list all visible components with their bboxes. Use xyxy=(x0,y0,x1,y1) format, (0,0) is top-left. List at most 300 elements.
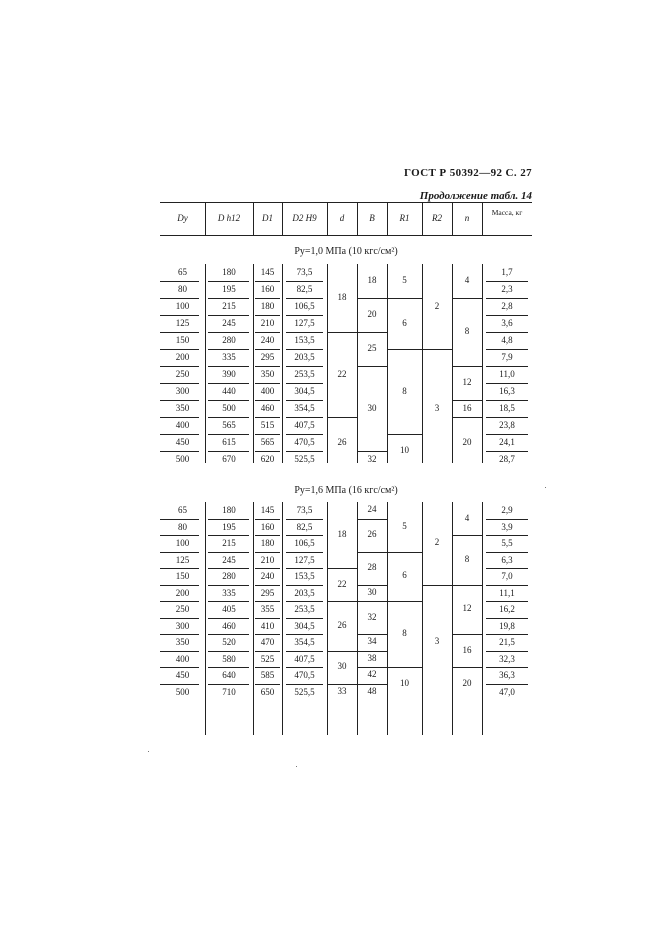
table-top-rule xyxy=(160,202,532,203)
table-cell-mass: 36,3 xyxy=(499,670,515,680)
table-cell: 400 xyxy=(175,653,190,664)
group-rule xyxy=(357,366,387,367)
group-rule xyxy=(327,601,357,602)
row-rule xyxy=(286,634,323,635)
row-rule xyxy=(208,667,249,668)
table-cell: 250 xyxy=(175,369,190,379)
grouped-cell-d: 26 xyxy=(337,619,347,630)
row-rule xyxy=(286,568,323,569)
group-rule xyxy=(327,651,357,652)
grouped-cell-r2: 3 xyxy=(434,402,440,413)
row-rule xyxy=(486,552,528,553)
row-rule xyxy=(255,332,280,333)
column-rule xyxy=(422,502,423,735)
row-rule xyxy=(255,618,280,619)
row-rule xyxy=(255,383,280,384)
row-rule xyxy=(286,298,323,299)
column-rule xyxy=(452,502,453,735)
table-continuation-label: Продолжение табл. 14 xyxy=(419,190,532,202)
row-rule xyxy=(208,684,249,685)
table-cell: 73,5 xyxy=(296,505,313,515)
row-rule xyxy=(255,535,280,536)
table-cell: 350 xyxy=(260,369,275,379)
scan-speck xyxy=(296,766,297,767)
column-header-dy: Dу xyxy=(177,213,188,223)
group-rule xyxy=(452,400,482,401)
grouped-cell-r1: 5 xyxy=(402,520,407,531)
table-cell: 525,5 xyxy=(294,454,315,464)
table-cell: 210 xyxy=(260,318,275,328)
table-cell-mass: 21,5 xyxy=(499,637,515,647)
column-header-mass: Масса, кг xyxy=(491,208,523,217)
table-cell-mass: 11,1 xyxy=(499,587,515,598)
table-cell-mass: 16,2 xyxy=(499,604,515,614)
row-rule xyxy=(286,585,323,586)
table-cell: 253,5 xyxy=(294,369,315,379)
table-cell: 300 xyxy=(175,386,190,396)
table-cell-mass: 16,3 xyxy=(499,386,515,396)
table-cell: 160 xyxy=(260,284,275,294)
group-rule xyxy=(422,585,452,586)
row-rule xyxy=(208,519,249,520)
row-rule xyxy=(486,618,528,619)
table-cell: 245 xyxy=(222,554,236,565)
table-cell: 145 xyxy=(260,267,275,277)
column-rule xyxy=(452,264,453,463)
section-title: Pу=1,0 МПа (10 кгс/см²) xyxy=(294,246,398,257)
row-rule xyxy=(486,585,528,586)
group-rule xyxy=(357,451,387,452)
row-rule xyxy=(160,634,199,635)
row-rule xyxy=(160,552,199,553)
table-cell: 100 xyxy=(175,301,190,311)
table-cell: 73,5 xyxy=(296,267,313,277)
group-rule xyxy=(452,667,482,668)
group-rule xyxy=(327,417,357,418)
row-rule xyxy=(255,684,280,685)
row-rule xyxy=(160,349,199,350)
row-rule xyxy=(208,535,249,536)
row-rule xyxy=(208,332,249,333)
group-rule xyxy=(387,667,422,668)
row-rule xyxy=(486,281,528,282)
row-rule xyxy=(486,366,528,367)
row-rule xyxy=(486,634,528,635)
row-rule xyxy=(160,434,199,435)
table-cell: 500 xyxy=(175,454,190,464)
table-cell: 350 xyxy=(175,637,190,647)
table-cell-mass: 7,9 xyxy=(501,352,513,362)
grouped-cell-n: 20 xyxy=(462,436,472,447)
table-cell: 195 xyxy=(222,284,236,294)
row-rule xyxy=(208,281,249,282)
table-cell: 710 xyxy=(222,686,236,697)
table-cell: 65 xyxy=(178,267,187,277)
table-cell: 280 xyxy=(222,571,236,581)
table-cell: 450 xyxy=(175,437,190,447)
grouped-cell-r1: 10 xyxy=(400,445,409,455)
row-rule xyxy=(160,535,199,536)
table-cell: 440 xyxy=(222,386,236,396)
column-header-r2: R2 xyxy=(432,213,442,223)
row-rule xyxy=(208,618,249,619)
grouped-cell-b: 42 xyxy=(367,669,377,680)
column-rule xyxy=(387,502,388,735)
table-cell-mass: 19,8 xyxy=(499,620,515,631)
grouped-cell-n: 12 xyxy=(462,377,472,387)
row-rule xyxy=(255,601,280,602)
grouped-cell-r1: 6 xyxy=(402,317,407,328)
table-cell: 250 xyxy=(175,604,190,614)
column-rule xyxy=(482,264,483,463)
table-cell: 125 xyxy=(175,554,190,565)
row-rule xyxy=(208,451,249,452)
table-cell: 127,5 xyxy=(294,554,315,565)
group-rule xyxy=(422,349,452,350)
row-rule xyxy=(208,400,249,401)
table-cell: 304,5 xyxy=(294,620,315,631)
row-rule xyxy=(286,601,323,602)
row-rule xyxy=(486,400,528,401)
group-rule xyxy=(387,349,422,350)
column-rule xyxy=(253,502,254,735)
grouped-cell-d: 22 xyxy=(337,368,347,379)
row-rule xyxy=(208,315,249,316)
column-rule xyxy=(253,264,254,463)
table-head-rule xyxy=(160,235,532,236)
group-rule xyxy=(452,366,482,367)
row-rule xyxy=(160,383,199,384)
table-cell: 565 xyxy=(222,420,236,430)
column-rule xyxy=(482,202,483,235)
table-cell: 65 xyxy=(178,505,187,515)
table-cell-mass: 32,3 xyxy=(499,653,515,664)
grouped-cell-n: 8 xyxy=(464,553,470,564)
column-rule xyxy=(205,264,206,463)
row-rule xyxy=(255,519,280,520)
row-rule xyxy=(286,349,323,350)
table-cell: 240 xyxy=(260,571,275,581)
table-cell: 82,5 xyxy=(296,284,313,294)
table-cell: 515 xyxy=(260,420,275,430)
table-cell: 460 xyxy=(222,620,236,631)
table-cell-mass: 2,9 xyxy=(501,505,513,515)
row-rule xyxy=(486,349,528,350)
table-cell: 80 xyxy=(178,284,187,294)
row-rule xyxy=(286,451,323,452)
grouped-cell-n: 20 xyxy=(462,677,472,688)
table-cell: 390 xyxy=(222,369,236,379)
row-rule xyxy=(486,535,528,536)
group-rule xyxy=(357,684,387,685)
table-cell-mass: 2,8 xyxy=(501,301,513,311)
table-cell-mass: 3,6 xyxy=(501,318,513,328)
grouped-cell-b: 32 xyxy=(367,453,377,464)
row-rule xyxy=(255,417,280,418)
row-rule xyxy=(486,451,528,452)
grouped-cell-r2: 2 xyxy=(434,300,440,311)
row-rule xyxy=(160,568,199,569)
table-cell: 405 xyxy=(222,604,236,614)
row-rule xyxy=(255,552,280,553)
table-cell: 410 xyxy=(260,620,275,631)
table-cell: 620 xyxy=(260,454,275,464)
row-rule xyxy=(160,519,199,520)
grouped-cell-d: 30 xyxy=(337,661,347,671)
table-cell: 354,5 xyxy=(294,403,315,413)
group-rule xyxy=(327,684,357,685)
group-rule xyxy=(357,585,387,586)
table-cell: 180 xyxy=(260,301,275,311)
table-cell-mass: 7,0 xyxy=(501,571,513,581)
table-cell: 670 xyxy=(222,454,236,464)
table-cell: 82,5 xyxy=(296,521,313,532)
group-rule xyxy=(387,434,422,435)
row-rule xyxy=(486,684,528,685)
table-cell: 470,5 xyxy=(294,437,315,447)
row-rule xyxy=(286,281,323,282)
group-rule xyxy=(357,667,387,668)
group-rule xyxy=(357,519,387,520)
grouped-cell-b: 26 xyxy=(367,529,377,539)
row-rule xyxy=(286,618,323,619)
table-cell: 106,5 xyxy=(294,538,315,548)
grouped-cell-r1: 5 xyxy=(402,275,407,285)
page-header: ГОСТ Р 50392—92 С. 27 xyxy=(403,167,532,179)
row-rule xyxy=(160,684,199,685)
group-rule xyxy=(327,332,357,333)
table-cell: 500 xyxy=(222,403,236,413)
section-title: Pу=1,6 МПа (16 кгс/см²) xyxy=(294,485,398,496)
table-cell: 180 xyxy=(260,538,275,548)
grouped-cell-b: 25 xyxy=(367,343,377,353)
row-rule xyxy=(286,552,323,553)
table-cell: 304,5 xyxy=(294,386,315,396)
table-cell-mass: 4,8 xyxy=(501,335,513,345)
column-rule xyxy=(482,502,483,735)
table-cell: 180 xyxy=(222,267,236,277)
grouped-cell-n: 8 xyxy=(464,326,470,336)
grouped-cell-b: 48 xyxy=(367,685,377,696)
group-rule xyxy=(357,332,387,333)
grouped-cell-b: 30 xyxy=(367,586,377,597)
table-cell: 470,5 xyxy=(294,670,315,680)
table-cell: 150 xyxy=(175,335,190,345)
group-rule xyxy=(357,552,387,553)
row-rule xyxy=(486,667,528,668)
table-cell: 295 xyxy=(260,352,275,362)
row-rule xyxy=(486,519,528,520)
column-header-d1: D1 xyxy=(262,213,273,223)
table-cell: 500 xyxy=(175,686,190,697)
table-cell: 520 xyxy=(222,637,236,647)
table-cell: 125 xyxy=(175,318,190,328)
row-rule xyxy=(160,400,199,401)
row-rule xyxy=(486,434,528,435)
table-cell: 153,5 xyxy=(294,571,315,581)
row-rule xyxy=(255,451,280,452)
table-cell: 215 xyxy=(222,301,236,311)
row-rule xyxy=(160,451,199,452)
row-rule xyxy=(160,332,199,333)
grouped-cell-d: 33 xyxy=(337,685,347,696)
row-rule xyxy=(160,366,199,367)
grouped-cell-n: 4 xyxy=(464,512,470,523)
table-cell-mass: 2,3 xyxy=(501,284,513,294)
grouped-cell-n: 16 xyxy=(462,644,472,655)
grouped-cell-b: 30 xyxy=(367,402,377,413)
row-rule xyxy=(255,667,280,668)
table-cell: 407,5 xyxy=(294,420,315,430)
group-rule xyxy=(452,298,482,299)
group-rule xyxy=(452,417,482,418)
grouped-cell-b: 24 xyxy=(367,504,377,515)
grouped-cell-d: 26 xyxy=(337,436,347,447)
row-rule xyxy=(160,667,199,668)
row-rule xyxy=(486,417,528,418)
grouped-cell-b: 20 xyxy=(367,309,377,319)
row-rule xyxy=(160,618,199,619)
table-cell: 160 xyxy=(260,521,275,532)
group-rule xyxy=(357,601,387,602)
column-rule xyxy=(357,264,358,463)
table-cell: 354,5 xyxy=(294,637,315,647)
table-cell: 300 xyxy=(175,620,190,631)
grouped-cell-b: 18 xyxy=(367,275,377,285)
row-rule xyxy=(286,366,323,367)
row-rule xyxy=(255,298,280,299)
row-rule xyxy=(286,519,323,520)
table-cell: 525,5 xyxy=(294,686,315,697)
column-header-r1: R1 xyxy=(399,213,410,223)
table-cell: 640 xyxy=(222,670,236,680)
row-rule xyxy=(286,383,323,384)
row-rule xyxy=(486,315,528,316)
table-cell: 355 xyxy=(260,604,275,614)
grouped-cell-n: 4 xyxy=(464,275,470,285)
table-cell: 470 xyxy=(260,637,275,647)
table-cell: 335 xyxy=(222,352,236,362)
row-rule xyxy=(286,400,323,401)
row-rule xyxy=(208,383,249,384)
table-cell-mass: 24,1 xyxy=(499,437,515,447)
row-rule xyxy=(486,568,528,569)
table-cell-mass: 18,5 xyxy=(499,403,515,413)
row-rule xyxy=(486,332,528,333)
table-cell: 350 xyxy=(175,403,190,413)
group-rule xyxy=(357,298,387,299)
row-rule xyxy=(255,400,280,401)
row-rule xyxy=(208,417,249,418)
table-cell-mass: 28,7 xyxy=(499,454,515,464)
row-rule xyxy=(255,585,280,586)
table-cell: 100 xyxy=(175,538,190,548)
row-rule xyxy=(255,651,280,652)
table-cell: 240 xyxy=(260,335,275,345)
row-rule xyxy=(208,552,249,553)
column-rule xyxy=(282,264,283,463)
row-rule xyxy=(486,298,528,299)
row-rule xyxy=(208,651,249,652)
group-rule xyxy=(357,634,387,635)
table-cell: 200 xyxy=(175,352,190,362)
table-cell: 127,5 xyxy=(294,318,315,328)
grouped-cell-d: 22 xyxy=(337,578,347,589)
group-rule xyxy=(387,552,422,553)
scan-speck xyxy=(148,751,149,752)
row-rule xyxy=(208,568,249,569)
grouped-cell-d: 18 xyxy=(337,529,347,539)
table-cell: 145 xyxy=(260,505,275,515)
table-cell: 280 xyxy=(222,335,236,345)
group-rule xyxy=(327,568,357,569)
grouped-cell-b: 34 xyxy=(367,636,377,647)
row-rule xyxy=(208,585,249,586)
table-cell: 460 xyxy=(260,403,275,413)
row-rule xyxy=(286,315,323,316)
table-cell: 565 xyxy=(260,437,275,447)
grouped-cell-r1: 8 xyxy=(402,385,407,396)
table-cell-mass: 3,9 xyxy=(501,521,513,532)
row-rule xyxy=(255,315,280,316)
table-cell: 215 xyxy=(222,538,236,548)
table-cell-mass: 11,0 xyxy=(499,369,515,379)
row-rule xyxy=(255,434,280,435)
row-rule xyxy=(160,417,199,418)
row-rule xyxy=(286,684,323,685)
group-rule xyxy=(387,601,422,602)
table-cell: 150 xyxy=(175,571,190,581)
table-cell-mass: 5,5 xyxy=(501,538,513,548)
table-cell: 335 xyxy=(222,587,236,598)
row-rule xyxy=(286,417,323,418)
grouped-cell-n: 12 xyxy=(462,603,472,614)
row-rule xyxy=(286,434,323,435)
table-cell: 195 xyxy=(222,521,236,532)
row-rule xyxy=(208,434,249,435)
table-cell: 407,5 xyxy=(294,653,315,664)
table-cell: 106,5 xyxy=(294,301,315,311)
table-cell: 203,5 xyxy=(294,352,315,362)
table-cell-mass: 1,7 xyxy=(501,267,513,277)
table-cell-mass: 47,0 xyxy=(499,686,515,697)
row-rule xyxy=(486,651,528,652)
group-rule xyxy=(452,585,482,586)
grouped-cell-r2: 3 xyxy=(434,636,440,647)
grouped-cell-r1: 10 xyxy=(400,677,409,688)
row-rule xyxy=(208,601,249,602)
grouped-cell-b: 32 xyxy=(367,611,377,622)
grouped-cell-b: 28 xyxy=(367,562,377,572)
table-cell-mass: 6,3 xyxy=(501,554,513,565)
grouped-cell-r1: 6 xyxy=(402,570,407,581)
column-header-d: d xyxy=(339,213,345,223)
table-cell: 200 xyxy=(175,587,190,598)
row-rule xyxy=(286,667,323,668)
table-cell: 245 xyxy=(222,318,236,328)
column-header-dh12: D h12 xyxy=(217,213,241,223)
table-cell: 203,5 xyxy=(294,587,315,598)
row-rule xyxy=(208,349,249,350)
column-header-n: n xyxy=(464,213,470,223)
table-cell: 295 xyxy=(260,587,275,598)
row-rule xyxy=(255,634,280,635)
table-cell: 450 xyxy=(175,670,190,680)
column-header-d2h9: D2 H9 xyxy=(292,213,317,223)
table-cell: 180 xyxy=(222,505,236,515)
group-rule xyxy=(452,535,482,536)
table-cell: 210 xyxy=(260,554,275,565)
